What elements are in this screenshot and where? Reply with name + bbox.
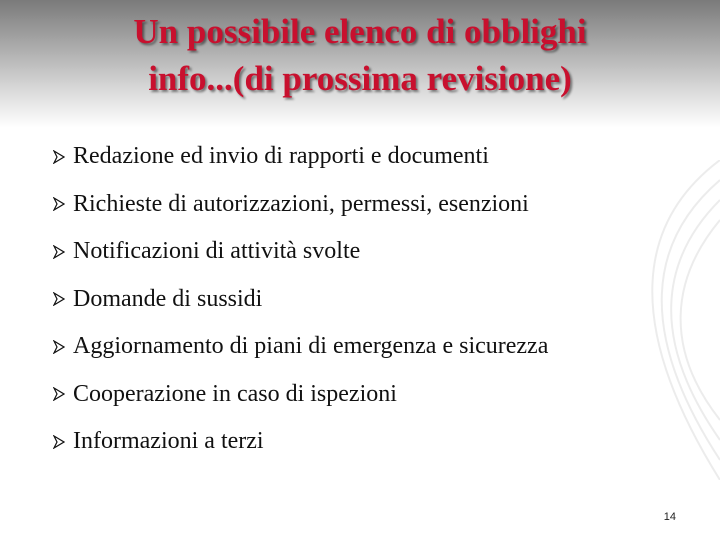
bullet-item: [50, 228, 670, 276]
bullet-item: [50, 276, 670, 324]
bullet-item: [50, 181, 670, 229]
bullet-text: Notificazioni di attività svolte: [73, 238, 361, 265]
bullet-text: Aggiornamento di piani di emergenza e sicurezza: [73, 333, 549, 360]
arrowhead-bullet-icon: [53, 340, 65, 354]
arrowhead-bullet-icon: [53, 435, 65, 449]
arrowhead-bullet-icon: [53, 245, 65, 259]
slide-title-line-1: Un possibile elenco di obblighi: [133, 12, 587, 51]
bullet-item: [50, 323, 670, 371]
bullet-text: Richieste di autorizzazioni, permessi, esenzioni: [73, 190, 529, 217]
bullet-list: [50, 133, 670, 466]
slide-title-line-2: info...(di prossima revisione): [148, 59, 572, 98]
bullet-item: [50, 418, 670, 466]
bullet-text: Domande di sussidi: [73, 285, 263, 312]
bullet-text: Redazione ed invio di rapporti e documenti: [73, 143, 489, 170]
bullet-item: [50, 133, 670, 181]
bullet-item: [50, 371, 670, 419]
arrowhead-bullet-icon: [53, 150, 65, 164]
arrowhead-bullet-icon: [53, 197, 65, 211]
arrowhead-bullet-icon: [53, 387, 65, 401]
bullet-text: Cooperazione in caso di ispezioni: [73, 380, 397, 407]
bullet-text: Informazioni a terzi: [73, 428, 264, 455]
slide-title: [0, 8, 720, 102]
arrowhead-bullet-icon: [53, 292, 65, 306]
page-number: 14: [663, 511, 676, 523]
